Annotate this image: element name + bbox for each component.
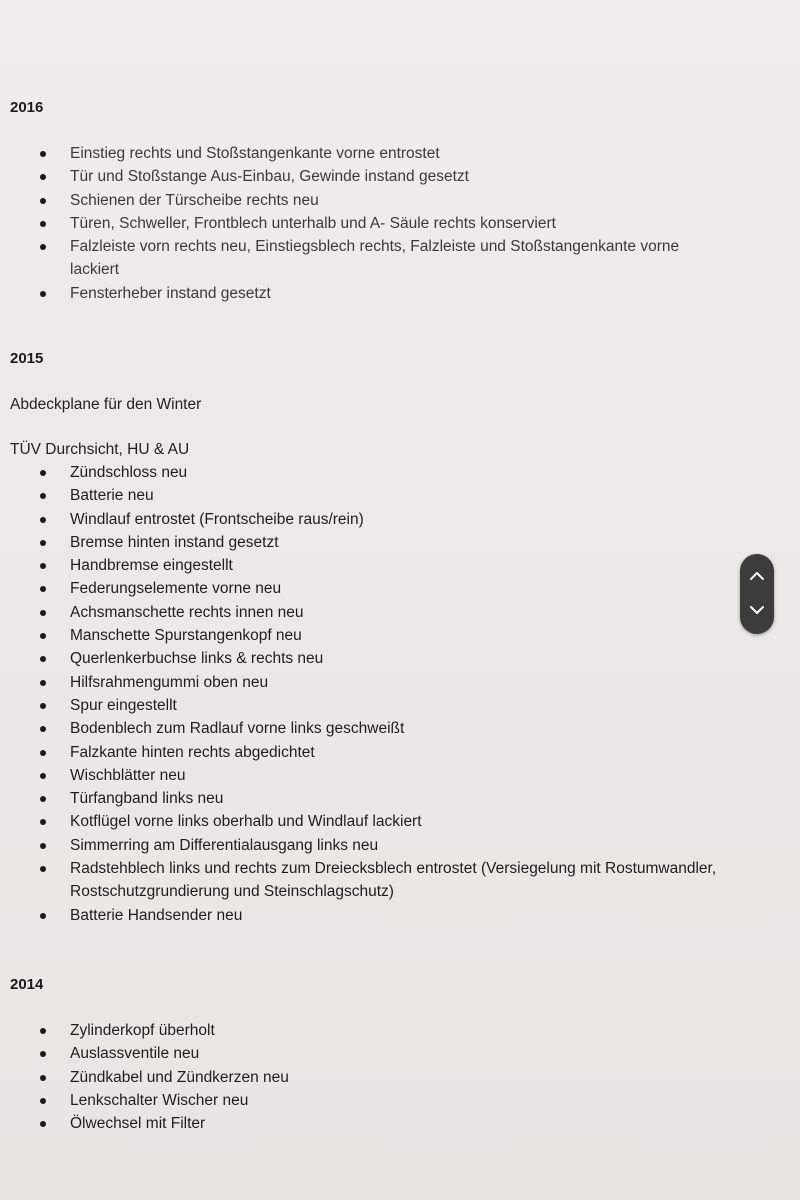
chevron-down-icon — [749, 605, 765, 615]
list-item: Schienen der Türscheibe rechts neu — [0, 189, 730, 212]
list-item: Querlenkerbuchse links & rechts neu — [0, 647, 730, 670]
list-item: Lenkschalter Wischer neu — [0, 1089, 730, 1112]
list-item: Fensterheber instand gesetzt — [0, 282, 730, 305]
year-heading-2015: 2015 — [10, 350, 44, 367]
list-item: Wischblätter neu — [0, 764, 730, 787]
list-item: Türfangband links neu — [0, 787, 730, 810]
list-item: Tür und Stoßstange Aus-Einbau, Gewinde instand gesetzt — [0, 165, 730, 188]
list-item: Radstehblech links und rechts zum Dreiecksblech entrostet (Versiegelung mit Rostumwandler, Rostschutzgrundierung und Steinschlagschutz) — [0, 857, 730, 904]
list-item: Falzleiste vorn rechts neu, Einstiegsblech rechts, Falzleiste und Stoßstangenkante vorne lackiert — [0, 235, 730, 282]
item-list-2016 — [0, 142, 760, 305]
list-item: Einstieg rechts und Stoßstangenkante vorne entrostet — [0, 142, 730, 165]
item-list-2014 — [0, 1019, 760, 1135]
list-item: Türen, Schweller, Frontblech unterhalb und A- Säule rechts konserviert — [0, 212, 730, 235]
list-item: Auslassventile neu — [0, 1042, 730, 1065]
section-subheading: TÜV Durchsicht, HU & AU — [10, 441, 190, 458]
list-item: Windlauf entrostet (Frontscheibe raus/rein) — [0, 508, 730, 531]
list-item: Kotflügel vorne links oberhalb und Windlauf lackiert — [0, 810, 730, 833]
chevron-up-icon — [749, 571, 765, 581]
year-heading-2016: 2016 — [10, 99, 44, 116]
list-item: Zündschloss neu — [0, 461, 730, 484]
list-item: Handbremse eingestellt — [0, 554, 730, 577]
list-item: Falzkante hinten rechts abgedichtet — [0, 741, 730, 764]
list-item: Bremse hinten instand gesetzt — [0, 531, 730, 554]
list-item: Zylinderkopf überholt — [0, 1019, 730, 1042]
list-item: Batterie Handsender neu — [0, 904, 730, 927]
list-item: Ölwechsel mit Filter — [0, 1112, 730, 1135]
item-list-2015 — [0, 461, 760, 927]
scroll-controls — [740, 554, 774, 634]
list-item: Federungselemente vorne neu — [0, 577, 730, 600]
scroll-down-button[interactable] — [740, 590, 774, 630]
list-item: Simmerring am Differentialausgang links neu — [0, 834, 730, 857]
list-item: Spur eingestellt — [0, 694, 730, 717]
list-item: Batterie neu — [0, 484, 730, 507]
list-item: Achsmanschette rechts innen neu — [0, 601, 730, 624]
list-item: Zündkabel und Zündkerzen neu — [0, 1066, 730, 1089]
section-note: Abdeckplane für den Winter — [10, 396, 202, 413]
list-item: Manschette Spurstangenkopf neu — [0, 624, 730, 647]
year-heading-2014: 2014 — [10, 976, 44, 993]
list-item: Hilfsrahmengummi oben neu — [0, 671, 730, 694]
list-item: Bodenblech zum Radlauf vorne links geschweißt — [0, 717, 730, 740]
